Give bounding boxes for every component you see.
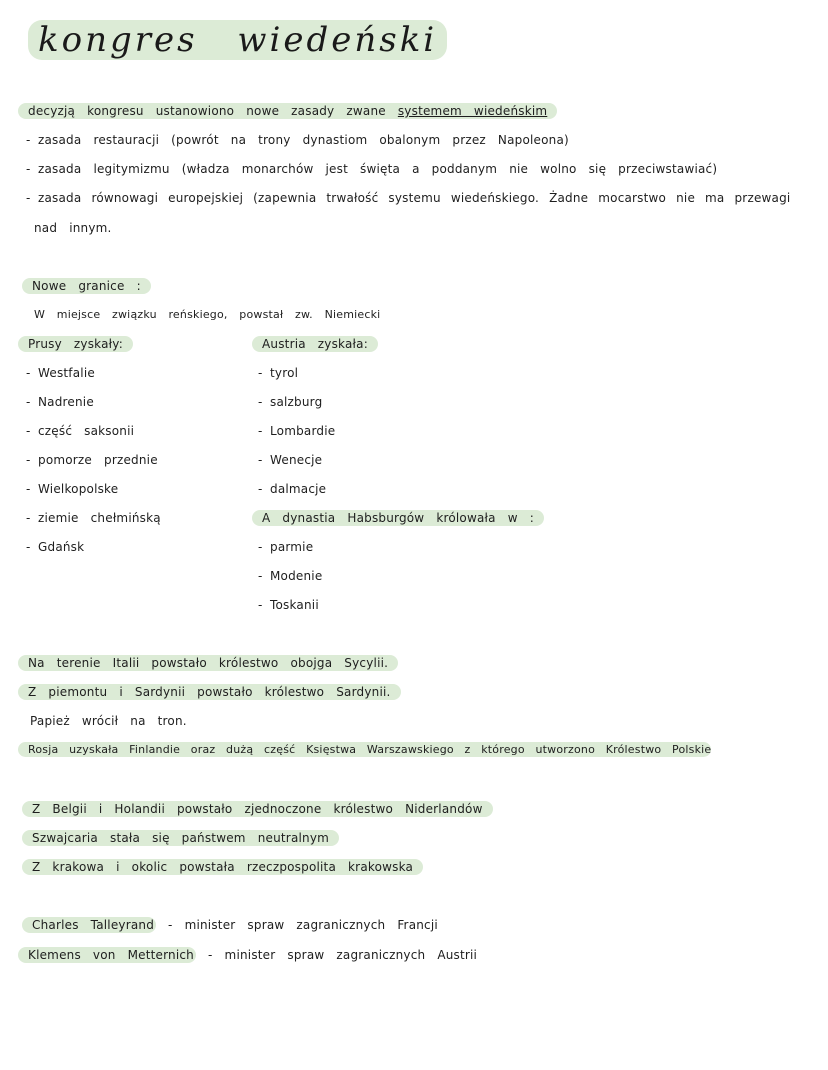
fact-line: Rosja uzyskała Finlandie oraz dużą część Księstwa Warszawskiego z którego utworzono Królestwo Polskie [18,740,711,760]
prussia-item: - Westfalie [26,366,95,380]
prussia-item: - ziemie chełmińską [26,511,161,525]
person-name: Charles Talleyrand [22,917,156,933]
prussia-item: - Wielkopolske [26,482,119,496]
principle-item: - zasada restauracji (powrót na trony dynastiom obalonym przez Napoleona) [26,133,569,147]
person-name: Klemens von Metternich [18,947,196,963]
borders-line: W miejsce związku reńskiego, powstał zw. Niemiecki [34,308,381,321]
habsburg-item: - parmie [258,540,314,554]
intro-underlined: systemem wiedeńskim [397,104,548,118]
austria-item: - tyrol [258,366,299,380]
austria-item: - salzburg [258,395,323,409]
person-desc: - minister spraw zagranicznych Austrii [208,948,478,962]
prussia-item: - część saksonii [26,424,135,438]
page-title: kongres wiedeński [28,20,447,60]
fact-line: Z krakowa i okolic powstała rzeczpospolita krakowska [22,857,423,877]
person-desc: - minister spraw zagranicznych Francji [168,918,438,932]
principle-item: - zasada równowagi europejskiej (zapewnia trwałość systemu wiedeńskiego. Żadne mocarstwo nie ma przewagi [26,191,791,205]
intro-prefix: decyzją kongresu ustanowiono nowe zasady zwane [28,104,386,118]
prussia-item: - Nadrenie [26,395,94,409]
prussia-item: - pomorze przednie [26,453,158,467]
habsburg-heading: A dynastia Habsburgów królowała w : [252,508,544,528]
person-line [22,915,438,935]
prussia-heading: Prusy zyskały: [18,334,133,354]
fact-line: Na terenie Italii powstało królestwo obojga Sycylii. [18,653,398,673]
intro-line [18,101,557,121]
fact-line: Z Belgii i Holandii powstało zjednoczone królestwo Niderlandów [22,799,493,819]
habsburg-item: - Modenie [258,569,323,583]
borders-heading: Nowe granice : [22,276,151,296]
person-line [18,945,477,965]
principle-continuation: nad innym. [34,221,112,235]
fact-line: Papież wrócił na tron. [30,714,187,728]
habsburg-item: - Toskanii [258,598,319,612]
austria-heading: Austria zyskała: [252,334,378,354]
fact-line: Z piemontu i Sardynii powstało królestwo Sardynii. [18,682,401,702]
fact-line: Szwajcaria stała się państwem neutralnym [22,828,339,848]
austria-item: - dalmacje [258,482,327,496]
austria-item: - Wenecje [258,453,323,467]
principle-item: - zasada legitymizmu (władza monarchów jest święta a poddanym nie wolno się przeciwstawiać) [26,162,718,176]
austria-item: - Lombardie [258,424,336,438]
prussia-item: - Gdańsk [26,540,85,554]
